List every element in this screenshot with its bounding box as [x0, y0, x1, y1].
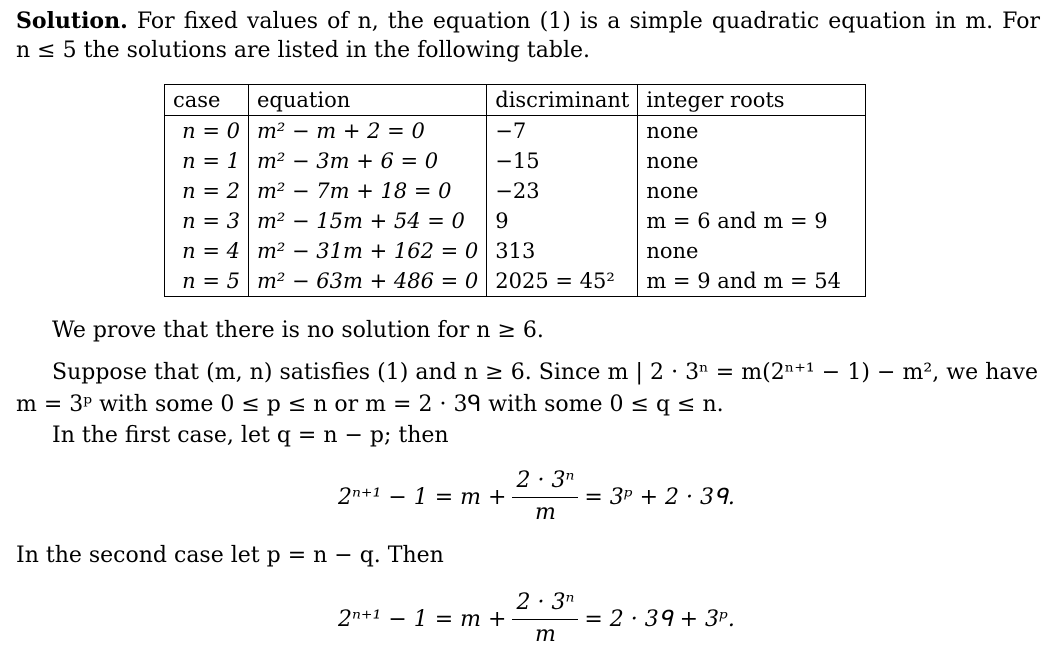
- cell-discriminant: 2025 = 45²: [487, 266, 638, 297]
- table-row: [165, 146, 866, 176]
- display-equation-first-case: [338, 462, 735, 532]
- table-row: [165, 266, 866, 297]
- equation-fraction: [512, 590, 578, 648]
- fraction-numerator: 2 · 3ⁿ: [512, 468, 578, 498]
- solutions-table: [164, 84, 866, 297]
- cell-discriminant: 9: [487, 206, 638, 236]
- cell-equation: m² − m + 2 = 0: [249, 116, 487, 147]
- cell-equation: m² − 3m + 6 = 0: [249, 146, 487, 176]
- equation-rhs: = 2 · 3ᑫ + 3ᵖ.: [584, 606, 735, 632]
- header-case: case: [165, 85, 249, 116]
- cell-discriminant: −23: [487, 176, 638, 206]
- solution-intro-text: For fixed values of n, the equation (1) is a simple quadratic equation in m. For: [136, 9, 1040, 34]
- cell-case: n = 3: [165, 206, 249, 236]
- cell-case: n = 4: [165, 236, 249, 266]
- table-row: [165, 116, 866, 147]
- cell-equation: m² − 63m + 486 = 0: [249, 266, 487, 297]
- equation-fraction: [512, 468, 578, 526]
- cell-case: n = 1: [165, 146, 249, 176]
- paragraph-suppose-line-2: m = 3ᵖ with some 0 ≤ p ≤ n or m = 2 · 3ᑫ with some 0 ≤ q ≤ n.: [16, 392, 724, 417]
- header-discriminant: discriminant: [487, 85, 638, 116]
- cell-case: n = 0: [165, 116, 249, 147]
- cell-discriminant: −7: [487, 116, 638, 147]
- cell-case: n = 5: [165, 266, 249, 297]
- fraction-numerator: 2 · 3ⁿ: [512, 590, 578, 620]
- paragraph-second-case: In the second case let p = n − q. Then: [16, 543, 444, 568]
- table-row: [165, 236, 866, 266]
- equation-lhs: 2ⁿ⁺¹ − 1 = m +: [338, 606, 507, 632]
- solution-label: Solution.: [16, 8, 128, 34]
- cell-integer-roots: none: [638, 146, 866, 176]
- equation-rhs: = 3ᵖ + 2 · 3ᑫ.: [584, 484, 735, 510]
- header-integer-roots: integer roots: [638, 85, 866, 116]
- solution-intro-line-2: n ≤ 5 the solutions are listed in the following table.: [16, 38, 590, 63]
- cell-equation: m² − 7m + 18 = 0: [249, 176, 487, 206]
- display-equation-second-case: [338, 584, 735, 654]
- cell-integer-roots: none: [638, 116, 866, 147]
- fraction-denominator: m: [534, 622, 556, 647]
- cell-integer-roots: none: [638, 176, 866, 206]
- table-header-row: [165, 85, 866, 116]
- cell-integer-roots: m = 9 and m = 54: [638, 266, 866, 297]
- cell-equation: m² − 31m + 162 = 0: [249, 236, 487, 266]
- fraction-denominator: m: [534, 500, 556, 525]
- table-row: [165, 206, 866, 236]
- cell-case: n = 2: [165, 176, 249, 206]
- paragraph-first-case: In the first case, let q = n − p; then: [52, 423, 449, 448]
- paragraph-no-solution: We prove that there is no solution for n ≥ 6.: [52, 318, 544, 343]
- cell-integer-roots: none: [638, 236, 866, 266]
- paragraph-suppose-line-1: Suppose that (m, n) satisfies (1) and n ≥ 6. Since m | 2 · 3ⁿ = m(2ⁿ⁺¹ − 1) − m², we have: [52, 360, 1038, 385]
- solution-intro-line-1: [16, 6, 1040, 37]
- cell-equation: m² − 15m + 54 = 0: [249, 206, 487, 236]
- cell-integer-roots: m = 6 and m = 9: [638, 206, 866, 236]
- table-row: [165, 176, 866, 206]
- equation-lhs: 2ⁿ⁺¹ − 1 = m +: [338, 484, 507, 510]
- cell-discriminant: −15: [487, 146, 638, 176]
- cell-discriminant: 313: [487, 236, 638, 266]
- header-equation: equation: [249, 85, 487, 116]
